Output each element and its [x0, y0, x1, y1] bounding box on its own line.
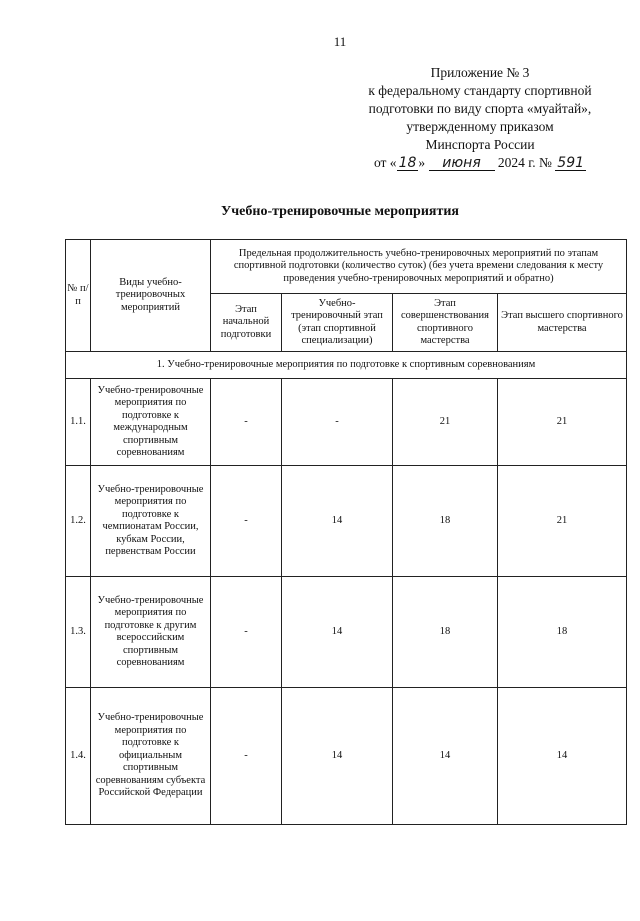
header-group: Предельная продолжительность учебно-тренировочных мероприятий по этапам спортивной подготовки (количество суток) (без учета времени следования к месту проведения учебно-тренировочных мероприятий и обратно)	[211, 240, 627, 294]
order-year: 2024 г. №	[497, 155, 552, 170]
row-name: Учебно-тренировочные мероприятия по подготовке к другим всероссийским спортивным соревнованиям	[91, 577, 211, 688]
table-row	[66, 379, 627, 466]
header-stage: Этап начальной подготовки	[211, 294, 282, 352]
row-num: 1.1.	[66, 379, 91, 466]
row-name: Учебно-тренировочные мероприятия по подготовке к официальным спортивным соревнованиям субъекта Российской Федерации	[91, 688, 211, 825]
row-value: 21	[498, 466, 627, 577]
row-value: -	[211, 688, 282, 825]
appendix-line: Минспорта России	[425, 137, 535, 152]
appendix-line: подготовки по виду спорта «муайтай»,	[368, 101, 592, 116]
order-prefix: от «	[373, 155, 397, 170]
section-title: 1. Учебно-тренировочные мероприятия по подготовке к спортивным соревнованиям	[66, 352, 627, 379]
appendix-line: к федеральному стандарту спортивной	[368, 83, 592, 98]
row-num: 1.2.	[66, 466, 91, 577]
order-day-handwritten: 18	[398, 155, 417, 171]
order-date-line	[330, 154, 630, 172]
row-value: -	[282, 379, 393, 466]
row-value: -	[211, 577, 282, 688]
row-value: -	[211, 466, 282, 577]
row-value: 18	[393, 577, 498, 688]
row-name: Учебно-тренировочные мероприятия по подготовке к чемпионатам России, кубкам России, первенствам России	[91, 466, 211, 577]
row-value: 21	[393, 379, 498, 466]
row-value: 18	[393, 466, 498, 577]
document-title: Учебно-тренировочные мероприятия	[221, 204, 459, 219]
order-month-handwritten: июня	[429, 156, 495, 171]
table-row	[66, 466, 627, 577]
header-stage: Этап совершенствования спортивного мастерства	[393, 294, 498, 352]
order-mid: »	[418, 155, 426, 170]
row-value: 18	[498, 577, 627, 688]
section-row	[66, 352, 627, 379]
row-value: 21	[498, 379, 627, 466]
table-row	[66, 688, 627, 825]
order-number-handwritten: 591	[557, 155, 585, 171]
row-num: 1.4.	[66, 688, 91, 825]
header-stage: Этап высшего спортивного мастерства	[498, 294, 627, 352]
table-header-row	[66, 240, 627, 294]
row-name: Учебно-тренировочные мероприятия по подготовке к международным спортивным соревнованиям	[91, 379, 211, 466]
appendix-block	[330, 64, 630, 172]
row-value: -	[211, 379, 282, 466]
header-num: № п/п	[66, 240, 91, 352]
header-stage: Учебно-тренировочный этап (этап спортивной специализации)	[282, 294, 393, 352]
row-value: 14	[498, 688, 627, 825]
appendix-line: Приложение № 3	[430, 65, 530, 80]
row-value: 14	[282, 688, 393, 825]
page-number: 11	[333, 34, 347, 49]
appendix-line: утвержденному приказом	[406, 119, 554, 134]
table-row	[66, 577, 627, 688]
row-num: 1.3.	[66, 577, 91, 688]
row-value: 14	[393, 688, 498, 825]
header-types: Виды учебно-тренировочных мероприятий	[91, 240, 211, 352]
training-events-table	[65, 239, 627, 825]
row-value: 14	[282, 577, 393, 688]
row-value: 14	[282, 466, 393, 577]
